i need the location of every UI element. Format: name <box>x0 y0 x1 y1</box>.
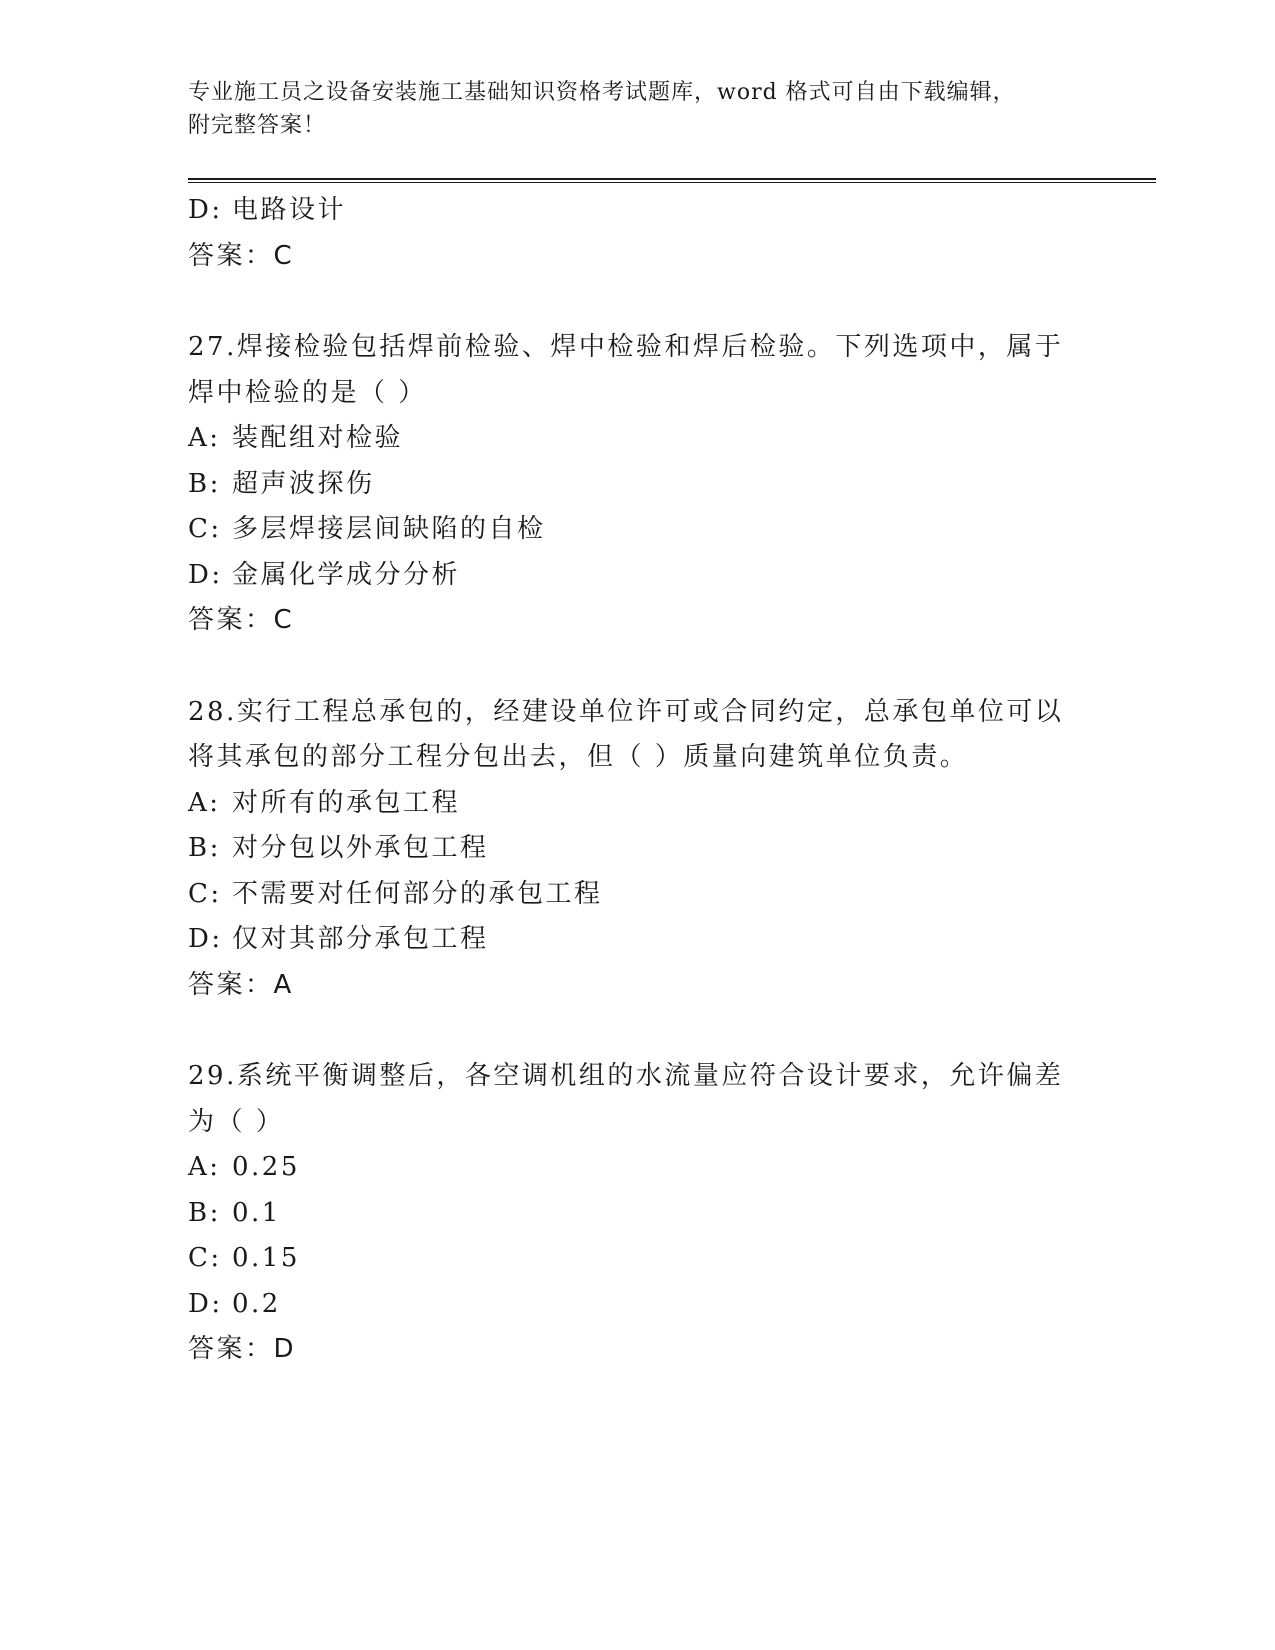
option-d <box>188 553 1068 599</box>
question-28 <box>188 690 1068 1009</box>
answer-line: 答案：C <box>188 240 295 271</box>
page-header <box>188 76 1088 142</box>
question-stem-line-1: 27.焊接检验包括焊前检验、焊中检验和焊后检验。下列选项中，属于 <box>188 332 1064 362</box>
header-title-line-2: 附完整答案！ <box>188 113 327 138</box>
option-a <box>188 416 1068 462</box>
option-text: 电路设计 <box>232 195 347 225</box>
option-key: B: <box>188 468 221 499</box>
option-d <box>188 917 1068 963</box>
question-stem-line-2: 焊中检验的是（ ） <box>188 377 427 408</box>
option-c <box>188 872 1068 918</box>
question-stem-line-2: 将其承包的部分工程分包出去，但（ ）质量向建筑单位负责。 <box>188 742 969 772</box>
option-key: C: <box>188 514 222 544</box>
option-key: D: <box>188 1288 223 1319</box>
option-text: 0.2 <box>232 1288 281 1319</box>
question-stem-line-1: 29.系统平衡调整后，各空调机组的水流量应符合设计要求，允许偏差 <box>188 1061 1064 1091</box>
option-key: D: <box>188 924 223 954</box>
option-b <box>188 1191 1068 1237</box>
option-key: D: <box>188 195 223 225</box>
question-stem-line-2: 为（ ） <box>188 1106 285 1137</box>
question-stem-line-1: 28.实行工程总承包的，经建设单位许可或合同约定，总承包单位可以 <box>188 696 1064 727</box>
option-a <box>188 1145 1068 1191</box>
option-text: 金属化学成分分析 <box>232 559 461 590</box>
option-d <box>188 1282 1068 1328</box>
option-text: 0.25 <box>232 1152 300 1182</box>
question-29 <box>188 1054 1068 1373</box>
answer-line: 答案：A <box>188 969 294 1000</box>
option-b <box>188 826 1068 872</box>
option-c <box>188 1236 1068 1282</box>
option-text: 不需要对任何部分的承包工程 <box>232 878 603 909</box>
question-27 <box>188 325 1068 644</box>
answer-line: 答案：C <box>188 605 295 635</box>
option-key: C: <box>188 878 222 909</box>
option-key: A: <box>188 1152 221 1182</box>
option-a <box>188 781 1068 827</box>
answer-line: 答案：D <box>188 1334 297 1364</box>
carryover-block <box>188 188 1068 279</box>
option-text: 仅对其部分承包工程 <box>232 924 489 954</box>
option-text: 0.15 <box>232 1243 300 1273</box>
option-key: D: <box>188 559 223 590</box>
header-title-line-1: 专业施工员之设备安装施工基础知识资格考试题库，word 格式可自由下载编辑， <box>188 80 1016 105</box>
option-b <box>188 462 1068 508</box>
header-divider <box>188 178 1156 183</box>
option-text: 对分包以外承包工程 <box>232 833 489 863</box>
option-text: 装配组对检验 <box>232 423 404 453</box>
option-key: C: <box>188 1243 222 1273</box>
option-d <box>188 188 1068 234</box>
option-text: 多层焊接层间缺陷的自检 <box>232 514 546 544</box>
option-text: 0.1 <box>232 1197 281 1228</box>
option-key: B: <box>188 833 221 863</box>
question-list <box>188 188 1068 1373</box>
option-text: 对所有的承包工程 <box>232 787 461 818</box>
option-key: A: <box>188 423 221 453</box>
option-key: B: <box>188 1197 221 1228</box>
option-c <box>188 507 1068 553</box>
option-key: A: <box>188 787 221 818</box>
option-text: 超声波探伤 <box>232 468 375 499</box>
